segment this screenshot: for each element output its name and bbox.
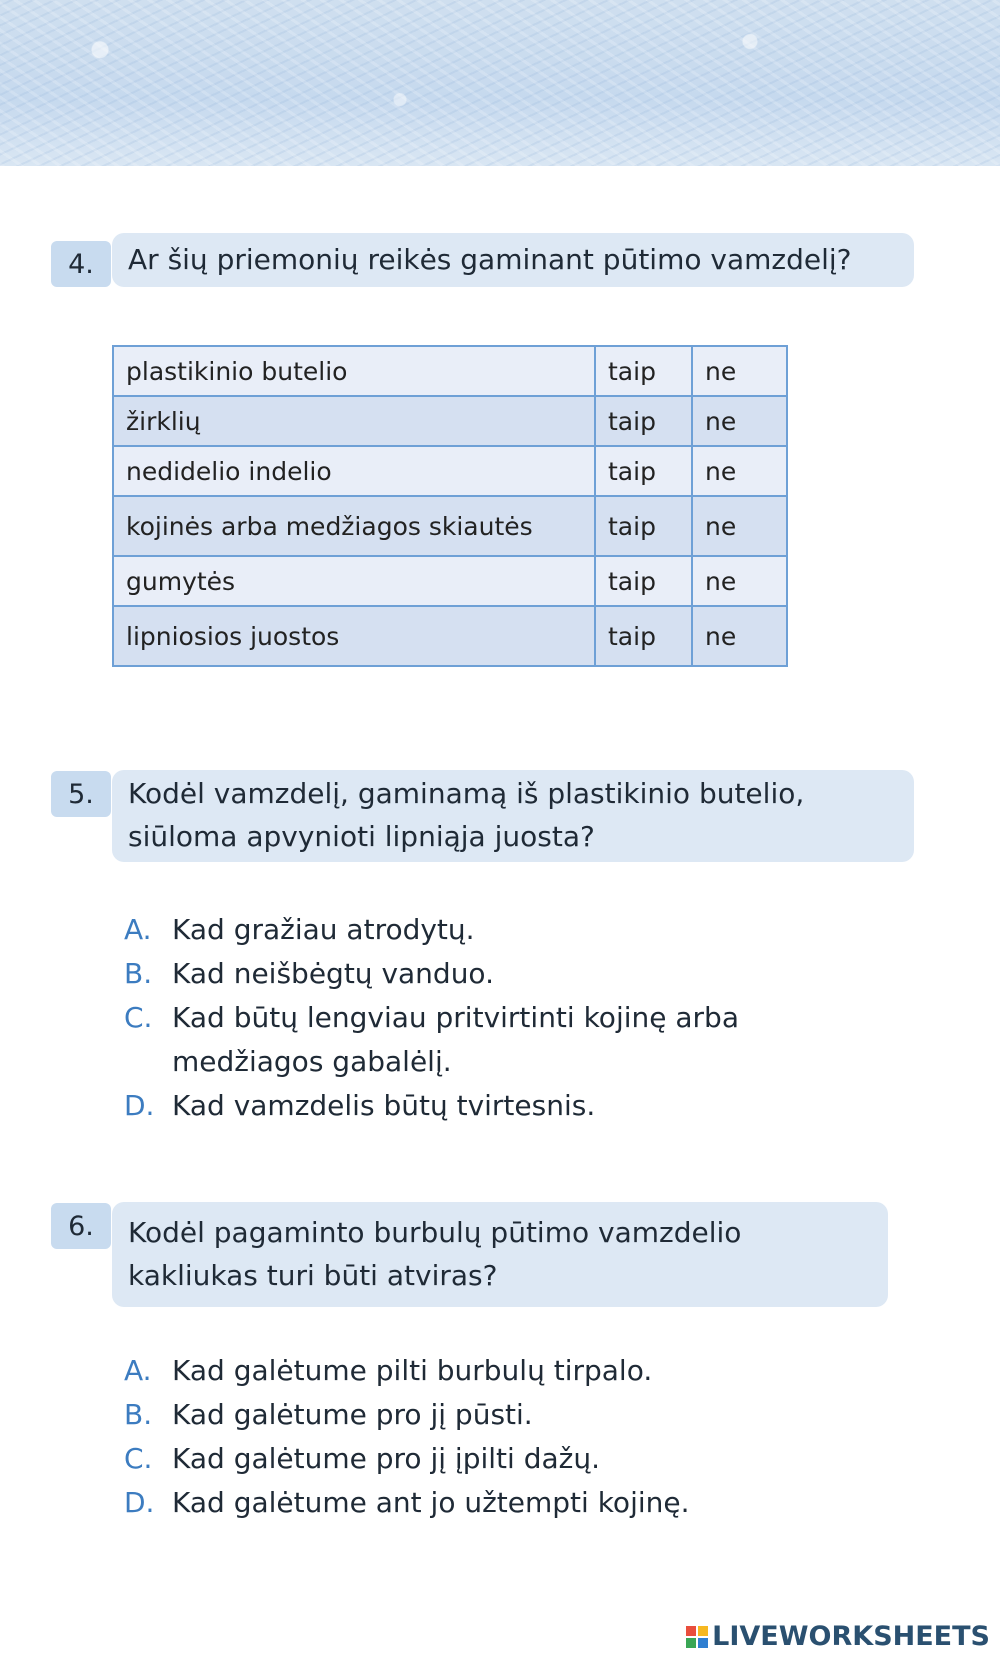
yes-option[interactable]: taip (595, 496, 692, 556)
logo-block (686, 1638, 696, 1648)
option-letter: D. (124, 1089, 155, 1122)
table-row (113, 346, 787, 396)
logo-block (698, 1626, 708, 1636)
table-row (113, 606, 787, 666)
logo-blocks-icon (686, 1626, 708, 1648)
option-c-line-1: Kad būtų lengviau pritvirtinti kojinę arba (172, 1001, 739, 1034)
option-d[interactable] (124, 1481, 884, 1525)
yes-option[interactable]: taip (595, 346, 692, 396)
no-option[interactable]: ne (692, 446, 787, 496)
option-c-line-2: medžiagos gabalėlį. (172, 1045, 452, 1078)
option-letter: B. (124, 957, 153, 990)
table-row (113, 556, 787, 606)
item-cell: lipniosios juostos (113, 606, 595, 666)
option-a[interactable] (124, 908, 884, 952)
question-number-4: 4. (51, 241, 111, 287)
option-text: Kad neišbėgtų vanduo. (172, 957, 494, 990)
option-a[interactable] (124, 1349, 884, 1393)
option-c[interactable] (124, 1437, 884, 1481)
item-cell: gumytės (113, 556, 595, 606)
option-d[interactable] (124, 1084, 884, 1128)
liveworksheets-logo (686, 1621, 990, 1652)
answer-table (112, 345, 788, 667)
option-letter: B. (124, 1398, 153, 1431)
item-cell: kojinės arba medžiagos skiautės (113, 496, 595, 556)
logo-block (698, 1638, 708, 1648)
table-row (113, 396, 787, 446)
yes-option[interactable]: taip (595, 396, 692, 446)
option-letter: A. (124, 913, 152, 946)
question-6-text (112, 1202, 888, 1307)
no-option[interactable]: ne (692, 396, 787, 446)
option-text: Kad galėtume pro jį įpilti dažų. (172, 1442, 600, 1475)
no-option[interactable]: ne (692, 556, 787, 606)
option-letter: C. (124, 1001, 153, 1034)
option-text: Kad vamzdelis būtų tvirtesnis. (172, 1089, 596, 1122)
no-option[interactable]: ne (692, 346, 787, 396)
no-option[interactable]: ne (692, 496, 787, 556)
yes-option[interactable]: taip (595, 556, 692, 606)
item-cell: nedidelio indelio (113, 446, 595, 496)
item-cell: žirklių (113, 396, 595, 446)
question-number-5: 5. (51, 771, 111, 817)
table-row (113, 496, 787, 556)
question-6-line-1: Kodėl pagaminto burbulų pūtimo vamzdelio (128, 1216, 742, 1249)
option-b[interactable] (124, 1393, 884, 1437)
option-c[interactable] (124, 996, 884, 1084)
header-banner (0, 0, 1000, 166)
option-text: Kad galėtume pro jį pūsti. (172, 1398, 533, 1431)
option-letter: C. (124, 1442, 153, 1475)
question-5-text (112, 770, 914, 862)
question-6-line-2: kakliukas turi būti atviras? (128, 1259, 498, 1292)
question-5-options (124, 908, 884, 1128)
question-6-options (124, 1349, 884, 1525)
logo-text: LIVEWORKSHEETS (712, 1621, 990, 1652)
option-text: Kad galėtume pilti burbulų tirpalo. (172, 1354, 653, 1387)
question-5-line-1: Kodėl vamzdelį, gaminamą iš plastikinio butelio, (128, 777, 805, 810)
yes-option[interactable]: taip (595, 446, 692, 496)
question-4-text: Ar šių priemonių reikės gaminant pūtimo vamzdelį? (112, 233, 914, 287)
option-letter: D. (124, 1486, 155, 1519)
logo-block (686, 1626, 696, 1636)
item-cell: plastikinio butelio (113, 346, 595, 396)
option-text (172, 996, 884, 1084)
yes-option[interactable]: taip (595, 606, 692, 666)
question-5-line-2: siūloma apvynioti lipniąja juosta? (128, 820, 595, 853)
option-letter: A. (124, 1354, 152, 1387)
table-row (113, 446, 787, 496)
no-option[interactable]: ne (692, 606, 787, 666)
question-number-6: 6. (51, 1203, 111, 1249)
option-text: Kad galėtume ant jo užtempti kojinę. (172, 1486, 690, 1519)
option-text: Kad gražiau atrodytų. (172, 913, 475, 946)
option-b[interactable] (124, 952, 884, 996)
